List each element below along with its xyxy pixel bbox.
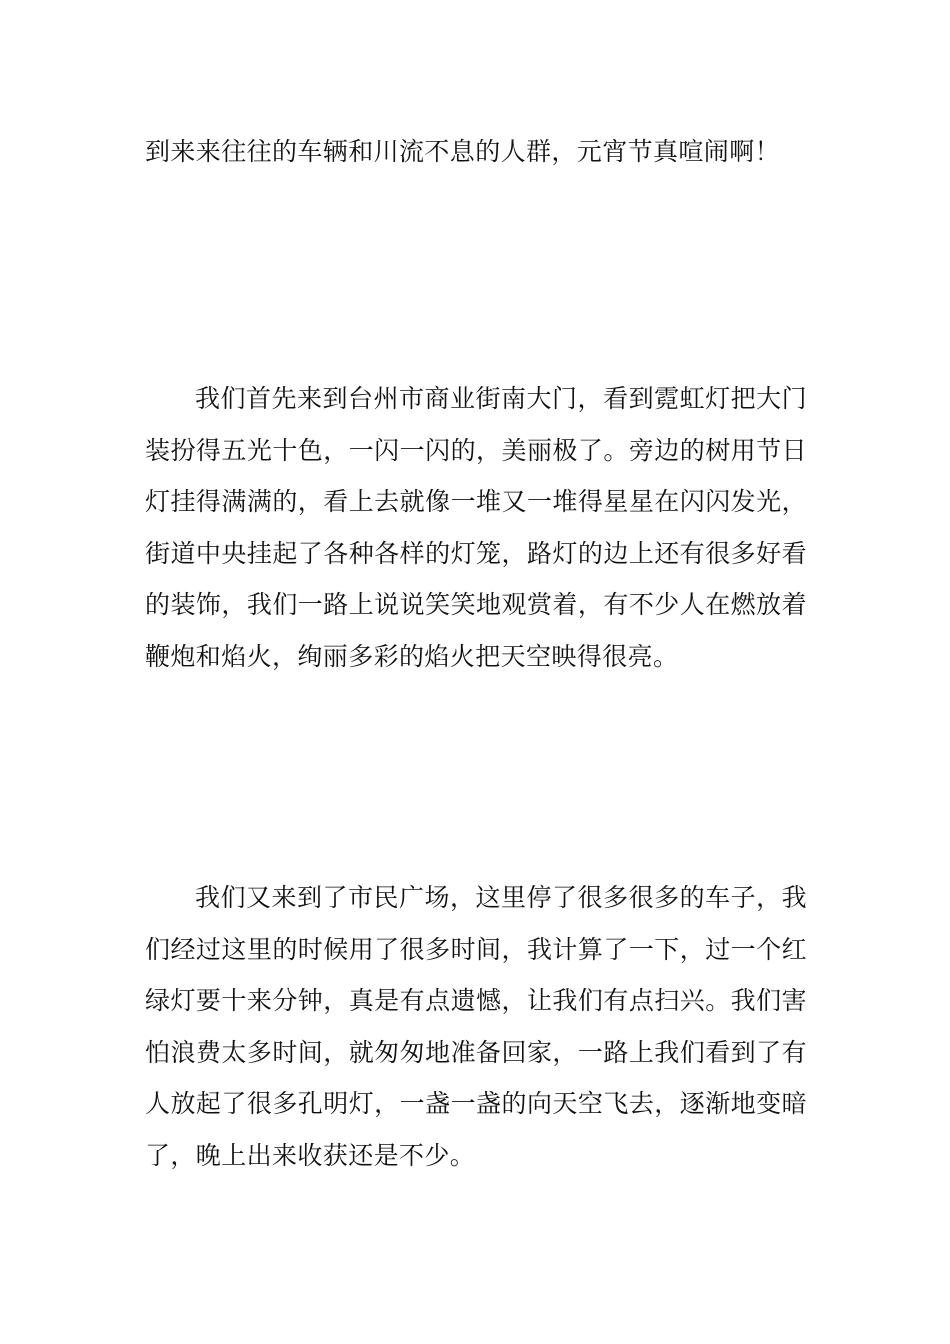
paragraph-1: 到来来往往的车辆和川流不息的人群，元宵节真喧闹啊！ (145, 137, 781, 166)
paragraph-2: 我们首先来到台州市商业街南大门，看到霓虹灯把大门装扮得五光十色，一闪一闪的，美丽极了。旁边的树用节日灯挂得满满的，看上去就像一堆又一堆得星星在闪闪发光，街道中央挂起了各种各样的灯笼，路灯的边上还有很多好看的装饰，我们一路上说说笑笑地观赏着，有不少人在燃放着鞭炮和焰火，绚丽多彩的焰火把天空映得很亮。 (145, 384, 807, 671)
paragraph-3: 我们又来到了市民广场，这里停了很多很多的车子，我们经过这里的时候用了很多时间，我计算了一下，过一个红绿灯要十来分钟，真是有点遗憾，让我们有点扫兴。我们害怕浪费太多时间，就匆匆地准备回家，一路上我们看到了有人放起了很多孔明灯，一盏一盏的向天空飞去，逐渐地变暗了，晚上出来收获还是不少。 (145, 883, 807, 1170)
